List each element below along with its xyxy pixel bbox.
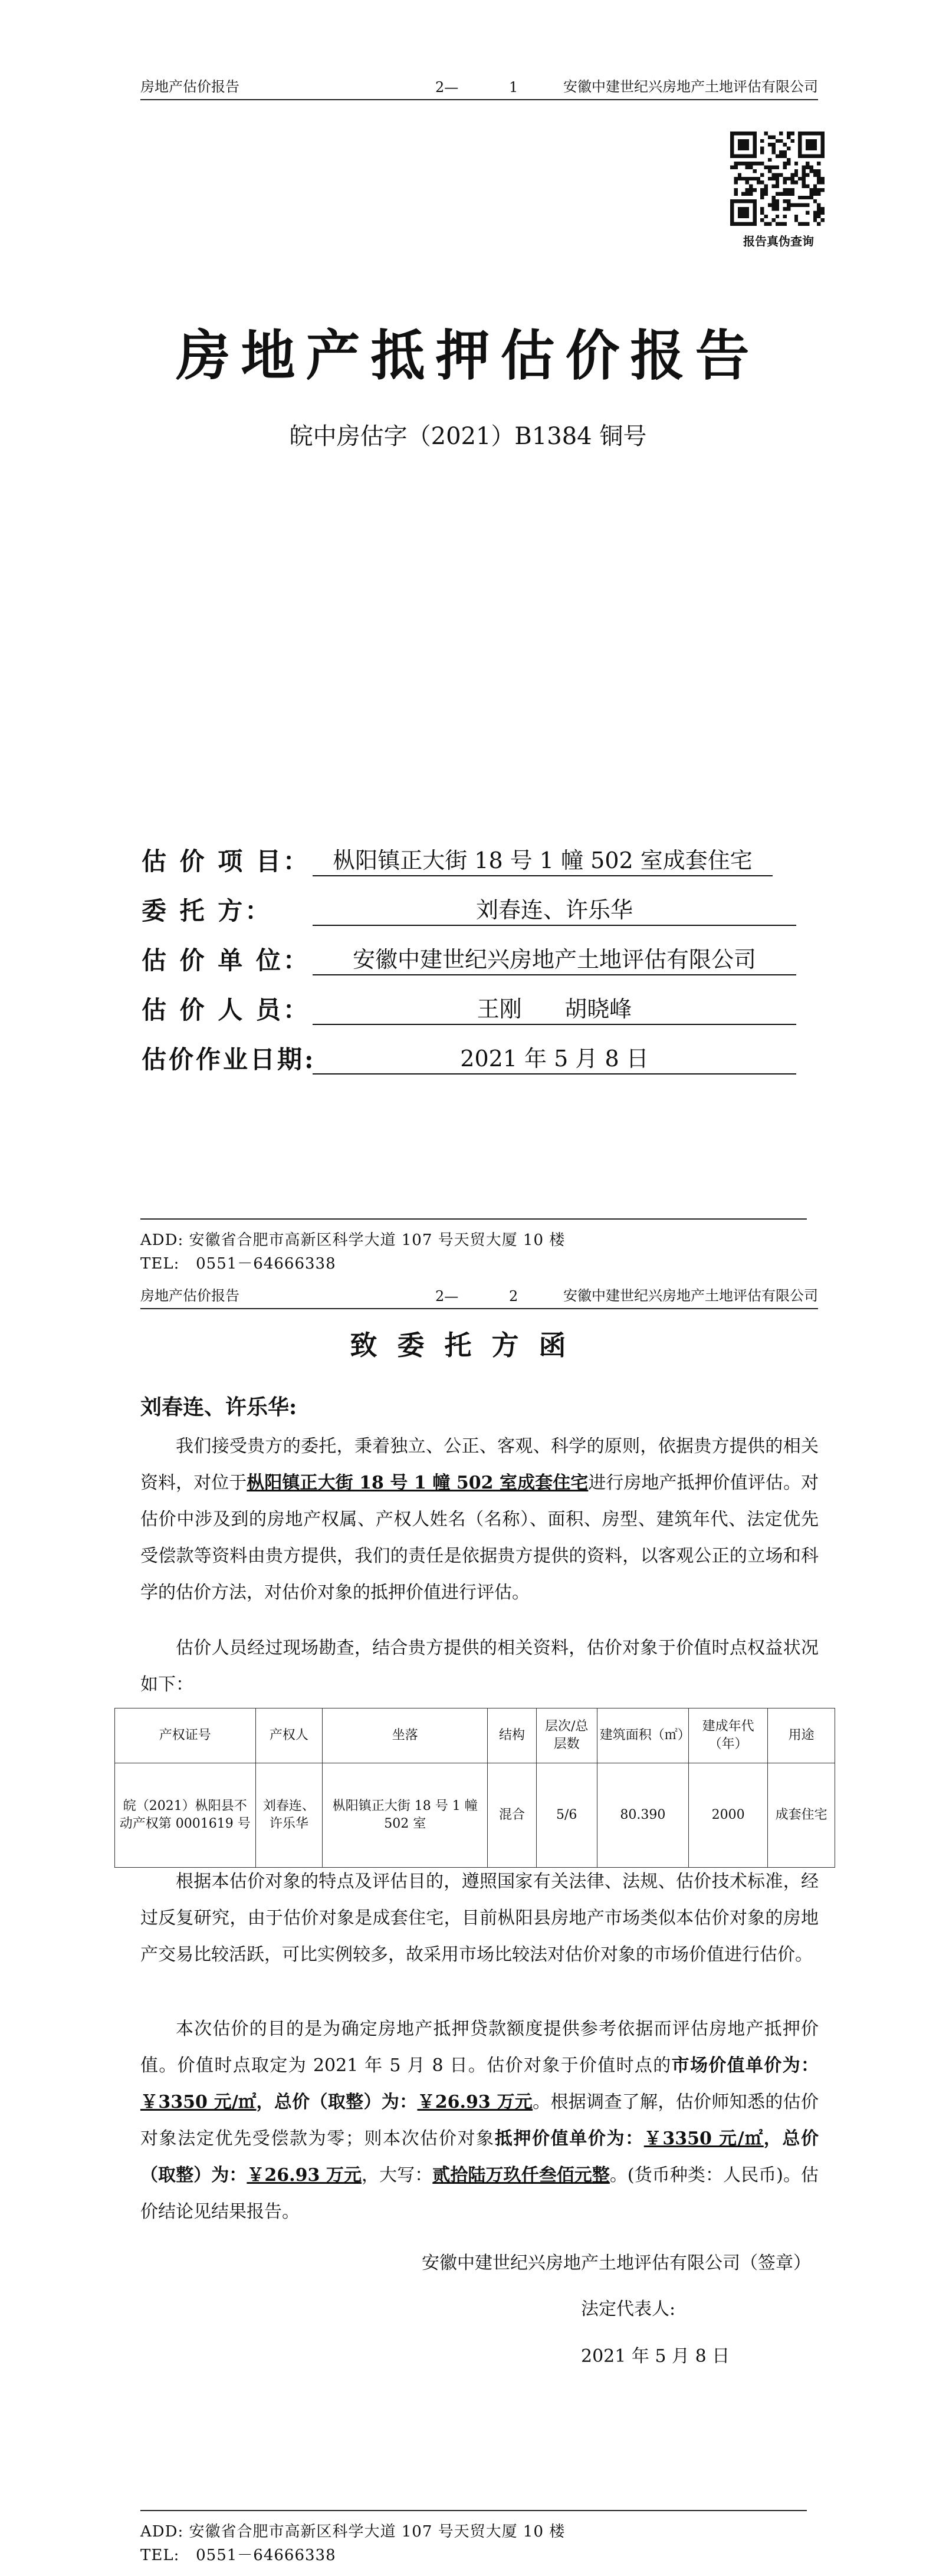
table-header-cell: 层次/总层数 [536,1708,597,1763]
header-mark: 2— [435,1288,459,1305]
paragraph-commission-intro: 我们接受贵方的委托，秉着独立、公正、客观、科学的原则，依据贵方提供的相关资料，对位于 [140,1436,819,1493]
paragraph-commission-body: 进行房地产抵押价值评估。对估价中涉及到的房地产权属、产权人姓名（名称）、面积、房型、建筑年代、法定优先受偿款等资料由贵方提供，我们的责任是依据贵方提供的资料，以客观公正的立场和科学的估价方法，对估价对象的抵押价值进行评估。 [140,1473,819,1603]
field-work-date-value: 2021 年 5 月 8 日 [313,1040,796,1075]
field-project-label: 估 价 项 目： [142,847,310,876]
letter-date: 2021 年 5 月 8 日 [581,2346,730,2367]
table-header-row [115,1708,835,1763]
table-header-cell: 坐落 [323,1708,488,1763]
field-client-label: 委 托 方： [142,896,272,925]
table-cell-location: 枞阳镇正大街 18 号 1 幢 502 室 [323,1763,488,1868]
header-company: 安徽中建世纪兴房地产土地评估有限公司 [563,1287,818,1304]
signature-company: 安徽中建世纪兴房地产土地评估有限公司（签章） [422,2253,811,2273]
paragraph-commission [140,1428,819,1611]
report-title: 房地产抵押估价报告 [176,324,760,387]
header-page-number: 1 [509,79,518,96]
valuation-priority-note: 。根据调查了解，估价师知悉的估价对象法定优先受偿款为零；则本次估价对象 [140,2092,819,2149]
paragraph-valuation-result [140,2011,819,2230]
field-client-value: 刘春连、许乐华 [313,892,796,926]
table-header-cell: 建筑面积（㎡） [597,1708,688,1763]
header-company: 安徽中建世纪兴房地产土地评估有限公司 [563,78,818,95]
field-appraisers-label: 估 价 人 员： [142,995,310,1024]
market-unit-price-label: 市场价值单价为： [671,2055,819,2076]
footer-address: ADD: 安徽省合肥市高新区科学大道 107 号天贸大厦 10 楼 [140,1231,566,1249]
table-header-cell: 产权人 [255,1708,323,1763]
table-cell-area: 80.390 [597,1763,688,1868]
property-address-highlight: 枞阳镇正大街 18 号 1 幢 502 室成套住宅 [247,1473,589,1493]
amount-in-words-label: ，大写： [362,2165,433,2186]
table-header-cell: 用途 [768,1708,835,1763]
table-row [115,1763,835,1868]
footer-address: ADD: 安徽省合肥市高新区科学大道 107 号天贸大厦 10 楼 [140,2523,566,2541]
legal-representative: 法定代表人: [581,2299,676,2319]
valuation-intro: 本次估价的目的是为确定房地产抵押贷款额度提供参考依据而评估房地产抵押价值。价值时点取定为 2021 年 5 月 8 日。估价对象于价值时点的 [140,2019,819,2076]
page-header [140,75,818,100]
table-cell-floor: 5/6 [536,1763,597,1868]
market-total-price-value: ￥26.93 万元 [417,2092,533,2112]
market-total-price-label: ，总价（取整）为： [256,2092,418,2112]
page-header [140,1284,818,1309]
valuation-closing: 。(货币种类：人民币)。估价结论见结果报告。 [140,2165,819,2222]
property-rights-table [114,1708,835,1868]
qr-code-image[interactable] [730,132,825,226]
header-mark: 2— [435,79,459,96]
report-cover-page [0,0,936,1284]
mortgage-total-price-value: ￥26.93 万元 [247,2165,362,2186]
header-report-type: 房地产估价报告 [140,78,239,95]
paragraph-method: 根据本估价对象的特点及评估目的，遵照国家有关法律、法规、估价技术标准，经过反复研究，由于估价对象是成套住宅，目前枞阳县房地产市场类似本估价对象的房地产交易比较活跃，可比实例较多，故采用市场比较法对估价对象的市场价值进行估价。 [140,1871,819,1965]
table-cell-cert-no: 皖（2021）枞阳县不动产权第 0001619 号 [115,1763,256,1868]
report-number: 皖中房估字（2021）B1384 铜号 [289,423,647,450]
table-cell-usage: 成套住宅 [768,1763,835,1868]
footer-divider [140,1218,807,1220]
header-page-number: 2 [509,1288,518,1305]
table-header-cell: 建成年代（年） [688,1708,767,1763]
mortgage-unit-price-label: 抵押价值单价为： [494,2128,644,2149]
table-header-cell: 结构 [488,1708,536,1763]
paragraph-site-survey: 估价人员经过现场勘查，结合贵方提供的相关资料，估价对象于价值时点权益状况如下： [140,1638,819,1695]
letter-title: 致委托方函 [350,1329,586,1361]
table-header-cell: 产权证号 [115,1708,256,1763]
table-cell-year-built: 2000 [688,1763,767,1868]
qr-caption: 报告真伪查询 [743,234,814,248]
footer-divider [140,2510,807,2511]
market-unit-price-value: ￥3350 元/㎡ [140,2092,257,2112]
field-appraiser-unit-value: 安徽中建世纪兴房地产土地评估有限公司 [313,941,796,975]
field-appraiser-unit-label: 估 价 单 位： [142,946,310,975]
field-appraisers-value: 王刚 胡晓峰 [313,991,796,1025]
field-work-date-label: 估价作业日期: [142,1045,316,1074]
letter-salutation: 刘春连、许乐华: [140,1395,297,1420]
field-project-value: 枞阳镇正大街 18 号 1 幢 502 室成套住宅 [313,842,773,876]
table-cell-structure: 混合 [488,1763,536,1868]
mortgage-total-price-label: ，总价（取整）为： [140,2128,819,2186]
footer-telephone: TEL: 0551－64666338 [140,1255,336,1273]
table-cell-owner: 刘春连、许乐华 [255,1763,323,1868]
footer-telephone: TEL: 0551－64666338 [140,2547,336,2564]
amount-in-words-value: 贰拾陆万玖仟叁佰元整 [432,2165,610,2186]
header-report-type: 房地产估价报告 [140,1287,239,1304]
mortgage-unit-price-value: ￥3350 元/㎡ [643,2128,764,2149]
